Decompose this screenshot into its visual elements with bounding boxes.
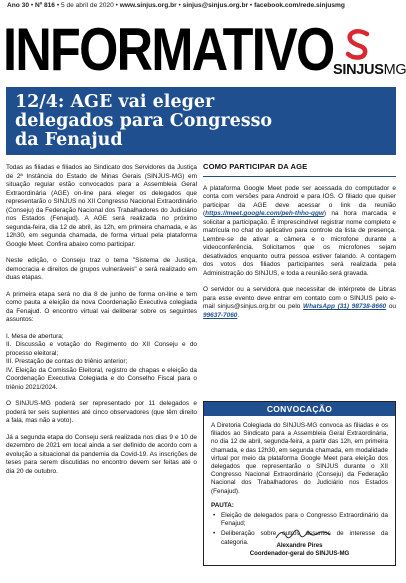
sinjus-logo [333, 30, 406, 88]
convocation-text: A Diretoria Colegiada do SINJUS-MG convoca as filiadas e os filiados ao Sindicato para a Assembleia Geral Extraordinária, no dia 12 de abril, segunda-feira, a partir das 12h, em primeira chamada, e das 12h30, em segunda chamada, em modalidade virtual por meio da plataforma Google Meet para eleição dos delegados que representarão o SINJUS durante o XII Congresso Nacional Extraordinário (Conseju) da Federação Nacional dos Trabalhadores do Judiciário nos Estados (Fenajud). [211, 422, 388, 495]
article-right-column [203, 163, 396, 328]
article-paragraph: Todas as filiadas e filiados ao Sindicato dos Servidores da Justiça de 2ª Instância do Estado de Minas Gerais (SINJUS-MG) em situação regular estão convocados para a Assembleia Geral Extraordinária (AGE) on-line para eleger os delegados que representarão o SINJUS no XII Congresso Nacional Extraordinário (Conseju) da Federação Nacional dos Trabalhadores do Judiciário nos Estados (Fenajud). A AGE será realizada no próximo segunda-feira, dia 12 de abril, às 12h, em primeira chamada, e às 12h30, em segunda chamada, de forma virtual pela plataforma Google Meet. Confira abaixo como participar. [6, 164, 197, 248]
text: ) na hora marcada e solicitar a participação. É imprescindível registrar nome completo e matrícula no chat do aplicativo para controle da lista de presença. Lembre-se de ativar a câmera e o microfone durante a videoconferência. Solicitamos que os microfones sejam desativados enquanto outra pessoa estiver falando. A contagem dos votos dos filiados participantes será realizada pela Administração do SINJUS, e toda a reunião será gravada. [203, 210, 396, 277]
agenda-item: II. Discussão e votação do Regimento do XII Conseju e do processo eleitoral; [6, 341, 197, 357]
article-paragraph [203, 185, 396, 279]
agenda-list [6, 333, 197, 393]
agenda-item: • Eleição de delegados para o Congresso Extraordinário da Fenajud; [211, 512, 388, 528]
whatsapp-link[interactable]: WhatsApp (31) 98738-8660 [303, 303, 387, 310]
facebook-link[interactable]: facebook.com/rede.sinjusmg [254, 2, 345, 9]
headline-banner [6, 87, 396, 155]
separator: • [28, 2, 35, 9]
header-info-bar [0, 0, 403, 12]
text: ou [386, 303, 396, 310]
phone-link[interactable]: 99637-7060 [203, 311, 238, 319]
text: A plataforma Google Meet pode ser acessada do computador e conta com versões para Android e para IOS. O filiado que quiser participar da AGE deve acessar o link da reunião ( [203, 184, 396, 217]
article-paragraph: A primeira etapa será no dia 8 de junho de forma on-line e tem como pauta a eleição da nova Coordenação Executiva colegiada da Fenajud. O encontro virtual vai deliberar sobre os seguintes assuntos: [6, 290, 197, 323]
newsletter-title: INFORMATIVO [3, 16, 334, 83]
agenda-item: III. Prestação de contas do triênio anterior; [6, 358, 128, 365]
separator: • [54, 2, 61, 9]
separator: • [113, 2, 120, 9]
edition: Ano 30 [7, 2, 29, 9]
article-paragraph: Já a segunda etapa do Conseju será realizada nos dias 9 e 10 de dezembro de 2021 em local ainda a ser definido de acordo com a evolução a situacional da pandemia da Covid-19. As inscrições de teses para serem discutidas no encontro devem ser feitas até o dia 20 de outubro. [6, 433, 197, 475]
section-heading: COMO PARTICIPAR DA AGE [203, 163, 396, 177]
separator: • [248, 2, 255, 9]
separator: • [176, 2, 183, 9]
agenda-label: PAUTA: [211, 501, 234, 509]
logo-wordmark [333, 62, 406, 78]
signature-icon [272, 526, 334, 542]
article-paragraph [203, 286, 396, 320]
issue-date: 5 de abril de 2020 [60, 2, 114, 9]
agenda-item: I. Mesa de abertura; [6, 332, 64, 340]
logo-light-text: MG [383, 62, 406, 78]
text: O servidor ou a servidora que necessitar de intérprete de Libras para esse evento deve entrar em contato com o SINJUS pelo e-mail sinjus@sinjus.org.br ou pelo [203, 286, 396, 310]
email-link[interactable]: sinjus@sinjus.org.br [182, 2, 249, 9]
agenda-item: • Deliberação sobre outros assuntos de interesse da categoria. [211, 530, 388, 546]
convocation-box [203, 401, 396, 566]
issue-number: Nº 816 [34, 2, 55, 9]
convocation-heading: CONVOCAÇÃO [204, 402, 395, 416]
text: . [237, 311, 240, 319]
logo-bold-text: SINJUS [333, 62, 384, 78]
meet-link[interactable]: https://meet.google.com/peh-thho-qgw [205, 210, 324, 217]
site-link[interactable]: www.sinjus.org.br [119, 2, 177, 9]
sinjus-s-icon [347, 30, 369, 60]
signer-role: Coordenador-geral do SINJUS-MG [249, 550, 350, 557]
article-paragraph: Neste edição, o Conseju traz o tema "Sistema de Justiça, democracia e direitos de grupos vulneráveis" e será realizado em duas etapas. [6, 257, 197, 281]
signer-name: Alexandre Pires [276, 542, 323, 549]
article-left-column [6, 164, 197, 484]
article-paragraph: O SINJUS-MG poderá ser representado por 11 delegados e poderá ter seis suplentes até cinco observadores (que têm direito a fala, mas não a voto). [6, 400, 197, 424]
agenda-item: IV. Eleição da Comissão Eleitoral, registro de chapas e eleição da Coordenação Executiva Colegiada e do Conselho Fiscal para o triênio 2021/2024. [6, 366, 197, 391]
masthead [0, 13, 406, 86]
headline: 12/4: AGE vai eleger delegados para Congresso da Fenajud [15, 92, 273, 150]
